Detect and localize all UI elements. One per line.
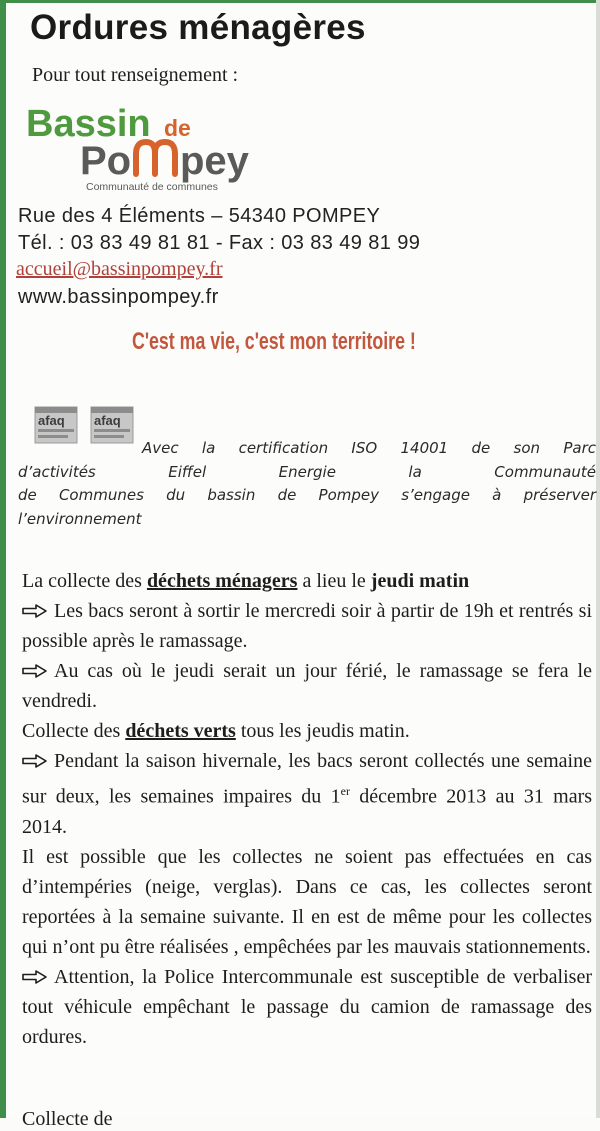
- slogan: C'est ma vie, c'est mon territoire !: [132, 328, 416, 355]
- website-link[interactable]: www.bassinpompey.fr: [18, 286, 219, 308]
- cert-line-2: d’activités Eiffel Energie la Communauté: [18, 462, 596, 481]
- intro-text: Pour tout renseignement :: [32, 64, 239, 86]
- afaq-label-2: afaq: [94, 413, 121, 428]
- green-waste-term: déchets verts: [125, 720, 236, 742]
- police-paragraph: Attention, la Police Intercommunale est susceptible de verbaliser tout véhicule empêchant le passage du camion de ramassage des ordures.: [22, 965, 592, 1048]
- arrow-right-icon: [22, 604, 48, 618]
- afaq-label: afaq: [38, 413, 65, 428]
- logo-text-pompey-start: Po: [80, 139, 132, 183]
- email-link[interactable]: accueil@bassinpompey.fr: [16, 258, 223, 280]
- winter-paragraph: Pendant la saison hivernale, les bacs seront collectés une semaine sur deux, les semaines impaires du 1er décembre 2013 au 31 mars 2014.: [22, 750, 593, 838]
- truncated-next-line: Collecte de: [22, 1108, 113, 1130]
- bassin-pompey-logo: [24, 100, 324, 195]
- household-waste-term: déchets ménagers: [146, 570, 298, 592]
- certification-paragraph: [18, 437, 596, 531]
- weather-paragraph: Il est possible que les collectes ne soient pas effectuées en cas d’intempéries (neige, verglas). Dans ce cas, les collectes seront reportées à la semaine suivante. Il en est de même pour les collectes qui n’ont pu être réalisées , empêchées par les mauvais stationnements.: [22, 845, 592, 958]
- phone-fax-line: Tél. : 03 83 49 81 81 - Fax : 03 83 49 81 99: [18, 232, 421, 254]
- cert-line-4: l’environnement: [18, 509, 142, 528]
- cert-line-1: Avec la certification ISO 14001 de son Parc: [142, 439, 596, 457]
- thursday-morning: jeudi matin: [370, 570, 470, 592]
- cert-line-3: de Communes du bassin de Pompey s’engage à préserver: [18, 486, 596, 504]
- logo-text-de: de: [164, 115, 191, 141]
- bins-out-paragraph: Les bacs seront à sortir le mercredi soir à partir de 19h et rentrés si possible après le ramassage.: [22, 600, 592, 652]
- arrow-right-icon: [22, 754, 48, 768]
- arrow-right-icon: [22, 970, 48, 984]
- green-waste-paragraph: Collecte des déchets verts tous les jeudis matin.: [22, 720, 410, 742]
- household-waste-paragraph: La collecte des déchets ménagers a lieu le jeudi matin: [22, 570, 470, 592]
- arrow-right-icon: [22, 664, 48, 678]
- holiday-paragraph: Au cas où le jeudi serait un jour férié, le ramassage se fera le vendredi.: [22, 660, 592, 712]
- logo-subtitle: Communauté de communes: [86, 181, 218, 193]
- green-border-top: [0, 0, 600, 3]
- green-border-left: [0, 0, 6, 1118]
- logo-text-bassin: Bassin: [26, 103, 151, 145]
- address-line: Rue des 4 Éléments – 54340 POMPEY: [18, 205, 381, 227]
- page-edge-right: [596, 0, 600, 1118]
- logo-m-arc-icon: [136, 142, 175, 174]
- page-title: Ordures ménagères: [30, 8, 366, 47]
- collection-info: [22, 566, 592, 1052]
- logo-text-pompey-end: pey: [180, 139, 249, 183]
